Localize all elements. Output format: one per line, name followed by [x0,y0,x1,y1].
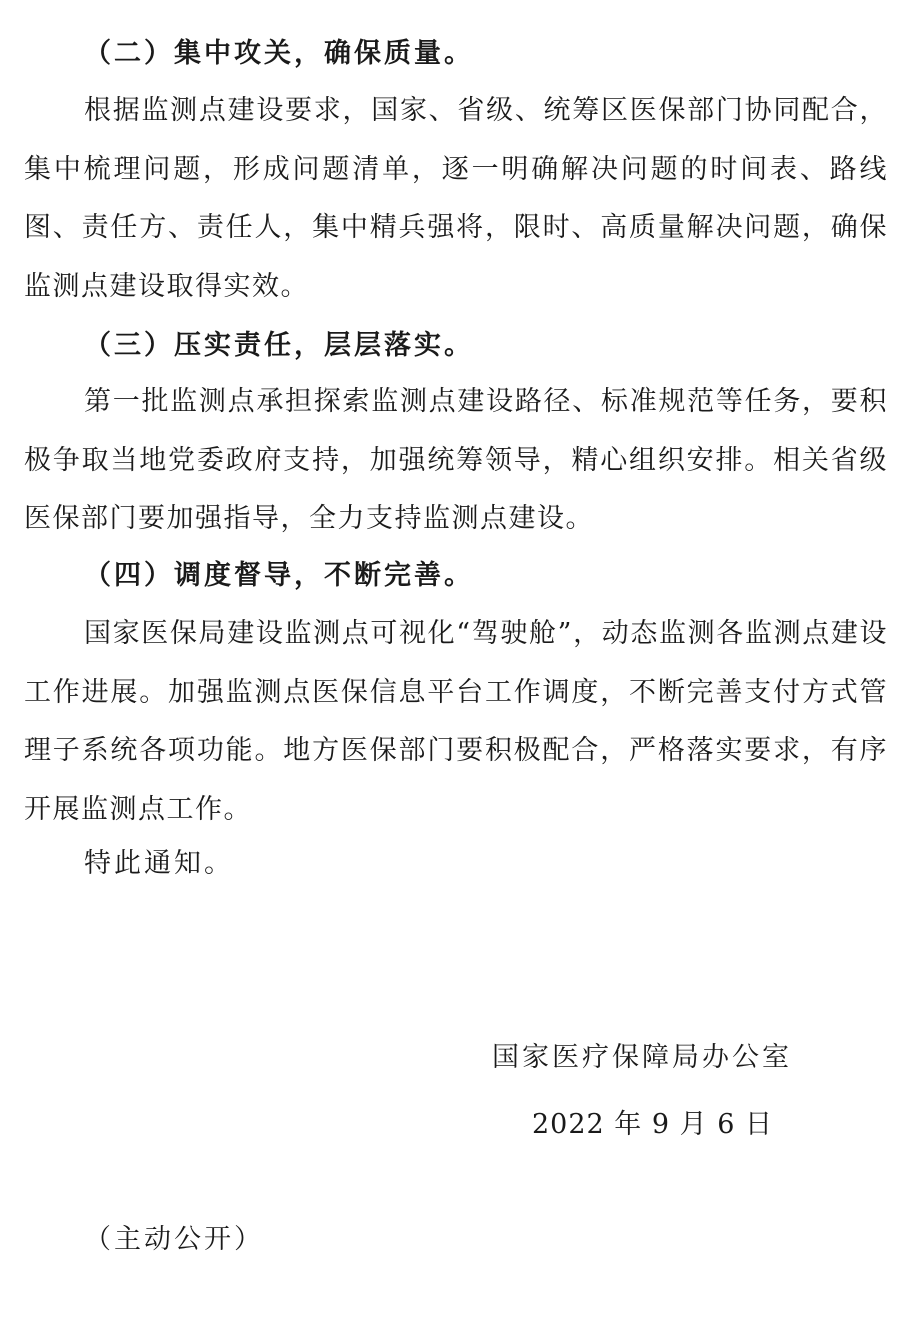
signature-date: 2022 年 9 月 6 日 [532,1109,773,1140]
section-heading-2: （二）集中攻关，确保质量。 [84,38,474,69]
section-heading-3: （三）压实责任，层层落实。 [84,330,474,361]
section-body-2: 根据监测点建设要求，国家、省级、统筹区医保部门协同配合，集中梳理问题，形成问题清单，逐一明确解决问题的时间表、路线图、责任方、责任人，集中精兵强将，限时、高质量解决问题，确保监测点建设取得实效。 [24,95,888,302]
section-body-4: 国家医保局建设监测点可视化“驾驶舱”，动态监测各监测点建设工作进展。加强监测点医保信息平台工作调度，不断完善支付方式管理子系统各项功能。地方医保部门要积极配合，严格落实要求，有序开展监测点工作。 [24,618,888,825]
closing-text: 特此通知。 [84,848,234,879]
section-heading-4: （四）调度督导，不断完善。 [84,560,474,591]
section-body-3: 第一批监测点承担探索监测点建设路径、标准规范等任务，要积极争取当地党委政府支持，加强统筹领导，精心组织安排。相关省级医保部门要加强指导，全力支持监测点建设。 [24,386,888,534]
signature-organization: 国家医疗保障局办公室 [492,1042,792,1073]
disclosure-label: （主动公开） [84,1224,264,1255]
